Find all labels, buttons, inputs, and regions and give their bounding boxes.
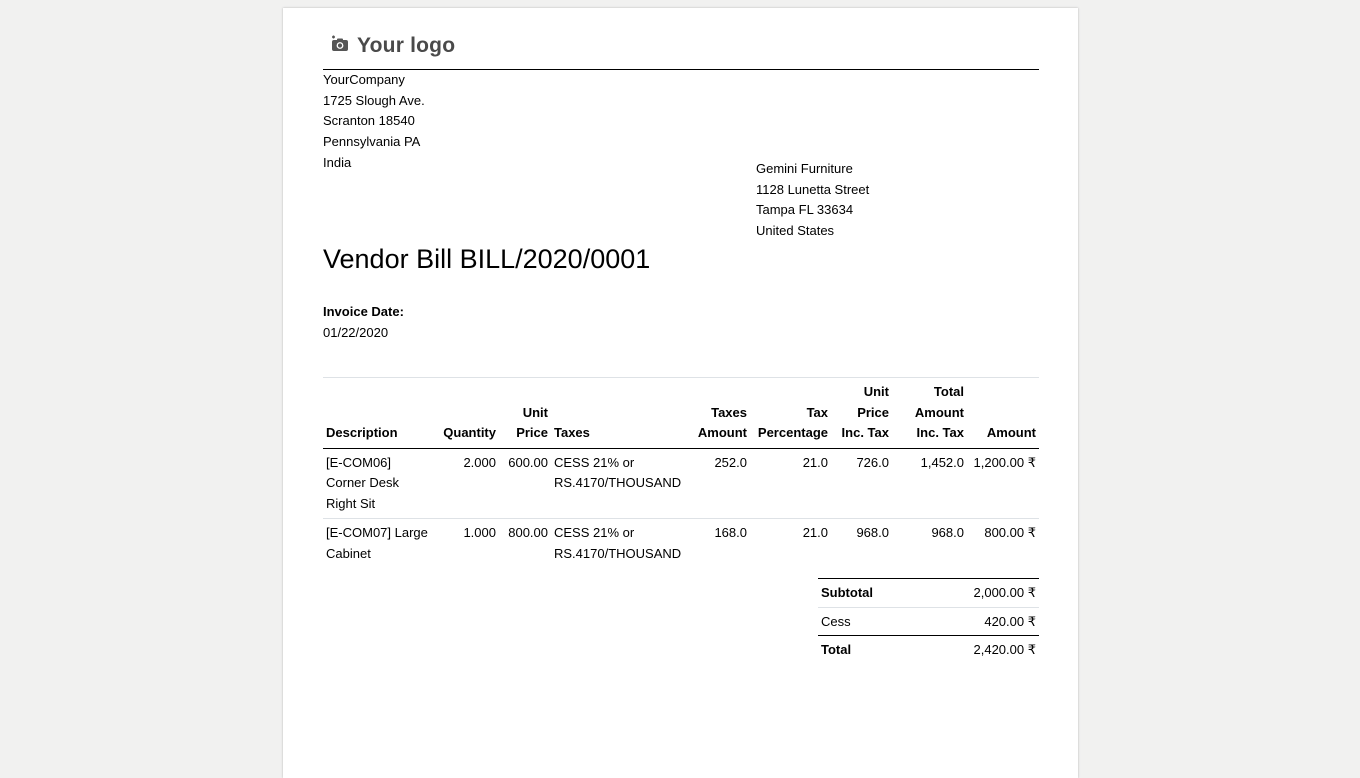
- subtotal-label: Subtotal: [818, 579, 919, 608]
- camera-icon: [331, 36, 349, 57]
- invoice-lines-table: [323, 377, 1039, 568]
- cell-amount: 1,200.00 ₹: [967, 448, 1039, 519]
- table-row: [323, 448, 1039, 519]
- total-value: 2,420.00 ₹: [919, 636, 1039, 664]
- header-unit-price: Unit Price: [499, 378, 551, 449]
- cell-taxes-amount: 252.0: [692, 448, 750, 519]
- subtotal-value: 2,000.00 ₹: [919, 579, 1039, 608]
- tax-label: Cess: [818, 607, 919, 636]
- header-taxes-amount: Taxes Amount: [692, 378, 750, 449]
- company-logo: [331, 28, 471, 64]
- company-street: 1725 Slough Ave.: [323, 92, 425, 108]
- page-title: Vendor Bill BILL/2020/0001: [323, 244, 651, 274]
- table-header-row: [323, 378, 1039, 449]
- cell-description: [E-COM06] Corner Desk Right Sit: [323, 448, 439, 519]
- subtotal-row: [818, 579, 1039, 608]
- header-description: Description: [323, 378, 439, 449]
- cell-description: [E-COM07] Large Cabinet: [326, 525, 428, 561]
- partner-city: Tampa FL 33634: [756, 202, 854, 218]
- header-total-amount-inc-tax: Total Amount Inc. Tax: [892, 378, 967, 449]
- header-rule: [323, 69, 1039, 70]
- cell-unit-price: 800.00: [508, 525, 548, 540]
- partner-address: [756, 161, 870, 243]
- partner-country: United States: [756, 223, 835, 239]
- cell-quantity: 1.000: [463, 525, 496, 540]
- header-unit-price-inc-tax: Unit Price Inc. Tax: [831, 378, 892, 449]
- company-name: YourCompany: [323, 72, 405, 87]
- cell-taxes: CESS 21% or RS.4170/THOUSAND: [551, 448, 692, 519]
- cell-amount: 800.00 ₹: [984, 525, 1036, 540]
- header-taxes: Taxes: [551, 378, 692, 449]
- table-row: [323, 519, 1039, 569]
- cell-unit-price-inc-tax: 968.0: [856, 525, 889, 540]
- partner-name: Gemini Furniture: [756, 161, 853, 176]
- total-row: [818, 636, 1039, 664]
- cell-total-inc-tax: 968.0: [931, 525, 964, 540]
- partner-street: 1128 Lunetta Street: [756, 181, 870, 197]
- company-city: Scranton 18540: [323, 113, 415, 129]
- invoice-date-label: Invoice Date:: [323, 304, 404, 319]
- company-country: India: [323, 154, 352, 170]
- header-tax-percentage: Tax Percentage: [750, 378, 831, 449]
- invoice-date-value: 01/22/2020: [323, 325, 389, 340]
- cell-total-inc-tax: 1,452.0: [892, 448, 967, 519]
- company-address: [323, 70, 425, 174]
- cell-taxes-amount: 168.0: [714, 525, 747, 540]
- totals-table: [818, 578, 1039, 664]
- cell-unit-price-inc-tax: 726.0: [831, 448, 892, 519]
- cell-quantity: 2.000: [439, 448, 499, 519]
- company-state: Pennsylvania PA: [323, 134, 421, 150]
- cell-taxes: CESS 21% or RS.4170/THOUSAND: [554, 525, 682, 561]
- invoice-page: [283, 8, 1078, 778]
- header-amount: Amount: [967, 378, 1039, 449]
- tax-row: [818, 607, 1039, 636]
- logo-text: Your logo: [357, 34, 456, 57]
- cell-unit-price: 600.00: [499, 448, 551, 519]
- total-label: Total: [818, 636, 919, 664]
- cell-tax-percentage: 21.0: [802, 525, 828, 540]
- tax-value: 420.00 ₹: [919, 607, 1039, 636]
- header-quantity: Quantity: [439, 378, 499, 449]
- cell-tax-percentage: 21.0: [750, 448, 831, 519]
